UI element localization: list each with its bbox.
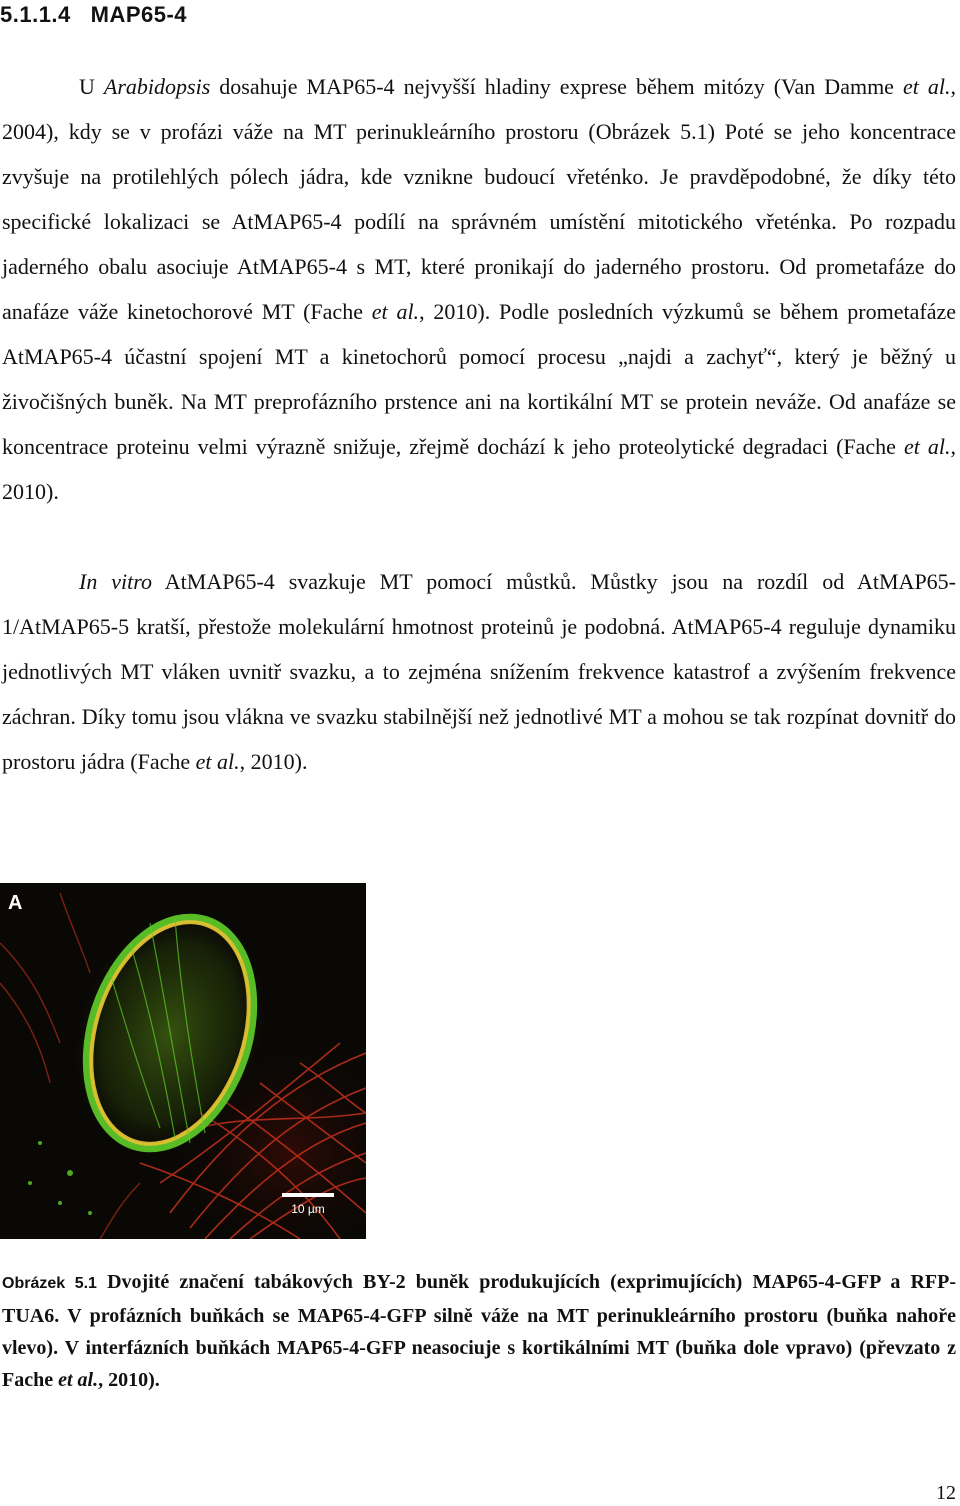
microscopy-figure xyxy=(0,883,366,1239)
paragraph-1 xyxy=(2,64,956,514)
text-run: , 2010). xyxy=(239,749,308,774)
text-run: , 2010). Podle posledních výzkumů se během prometafáze AtMAP65-4 účastní spojení MT a kinetochorů pomocí procesu „najdi a zachyť“, který je běžný u živočišných buněk. Na MT preprofázního prstence ani na kortikální MT se protein neváže. Od anafáze se koncentrace proteinu velmi výrazně snižuje, zřejmě dochází k jeho proteolytické degradaci (Fache xyxy=(2,299,956,459)
panel-label: A xyxy=(8,892,23,914)
italic-run: Arabidopsis xyxy=(103,74,211,99)
italic-run: et al. xyxy=(195,749,240,774)
text-run: , 2004), kdy se v profázi váže na MT perinukleárního prostoru (Obrázek 5.1) Poté se jeho koncentrace zvyšuje na protilehlých pólech jádra, kde vznikne budoucí vřeténko. Je pravděpodobné, že díky této specifické lokalizaci se AtMAP65-4 podílí na správném umístění mitotického vřeténka. Po rozpadu jaderného obalu asociuje AtMAP65-4 s MT, které pronikají do jaderného prostoru. Od prometafáze do anafáze váže kinetochorové MT (Fache xyxy=(2,74,957,324)
italic-run: In vitro xyxy=(79,569,153,594)
section-number: 5.1.1.4 xyxy=(0,2,71,27)
section-heading xyxy=(0,2,187,28)
text-run: , 2010). xyxy=(2,434,956,504)
scale-bar-label: 10 µm xyxy=(291,1202,325,1216)
text-run: U xyxy=(79,74,104,99)
text-run: Dvojité značení tabákových BY-2 buněk produkujících (exprimujících) MAP65-4-GFP a RFP-TUA6. V profázních buňkách se MAP65-4-GFP silně váže na MT perinukleárního prostoru (buňka nahoře vlevo). V interfázních buňkách MAP65-4-GFP neasociuje s kortikálními MT (buňka dole vpravo) (převzato z Fache xyxy=(2,1271,957,1391)
text-run: , 2010). xyxy=(98,1369,160,1391)
caption-text xyxy=(2,1271,956,1391)
text-run: AtMAP65-4 svazkuje MT pomocí můstků. Můstky jsou na rozdíl od AtMAP65-1/AtMAP65-5 kratší, přestože molekulární hmotnost proteinů je podobná. AtMAP65-4 reguluje dynamiku jednotlivých MT vláken uvnitř svazku, a to zejména snížením frekvence katastrof a zvýšením frekvence záchran. Díky tomu jsou vlákna ve svazku stabilnější než jednotlivé MT a mohou se tak rozpínat dovnitř do prostoru jádra (Fache xyxy=(2,569,957,774)
figure-caption xyxy=(2,1266,956,1396)
fluorescence-image xyxy=(0,883,366,1239)
page-number: 12 xyxy=(936,1482,956,1504)
section-title: MAP65-4 xyxy=(90,2,188,27)
caption-label: Obrázek 5.1 xyxy=(2,1275,97,1292)
text-run: dosahuje MAP65-4 nejvyšší hladiny exprese během mitózy (Van Damme xyxy=(210,74,903,99)
italic-run: et al. xyxy=(371,299,420,324)
italic-run: et al. xyxy=(58,1369,99,1391)
scale-bar xyxy=(282,1193,334,1197)
italic-run: et al. xyxy=(903,434,951,459)
paragraph-2 xyxy=(2,559,956,784)
italic-run: et al. xyxy=(902,74,951,99)
